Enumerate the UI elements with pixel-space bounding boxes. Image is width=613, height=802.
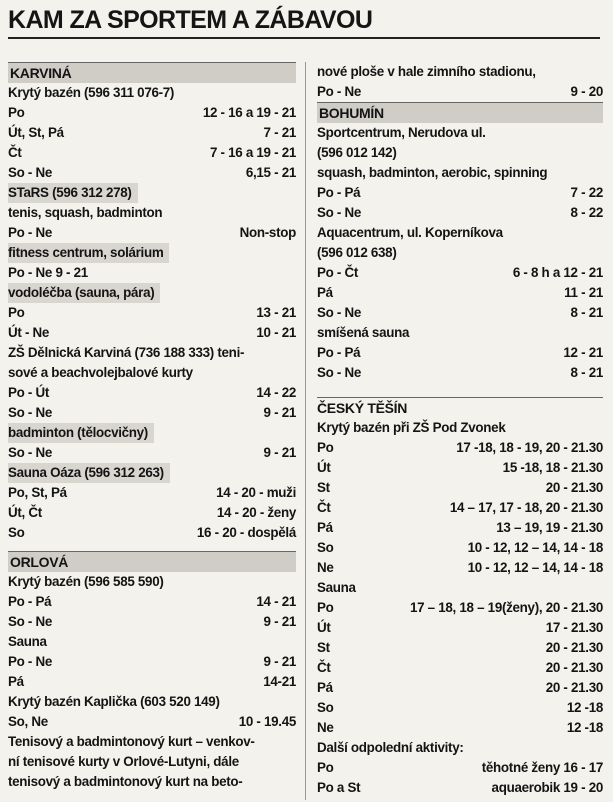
schedule-hours: 20 - 21.30 [545, 640, 603, 655]
schedule-hours: 14 - 20 - muži [216, 485, 296, 500]
schedule-day: So [8, 525, 25, 540]
text-line: Krytý bazén Kaplička (603 520 149) [8, 694, 220, 709]
schedule-hours: 12 - 16 a 19 - 21 [202, 105, 296, 120]
text-line: tenisový a badmintonový kurt na beto- [8, 774, 243, 789]
venue-subheading-label: fitness centrum, solárium [8, 243, 169, 263]
venue-subheading [8, 283, 296, 303]
schedule-row [317, 203, 603, 223]
schedule-day: Po [8, 305, 25, 320]
schedule-row [8, 503, 296, 523]
schedule-hours: 16 - 20 - dospělá [196, 525, 296, 540]
schedule-row [8, 303, 296, 323]
schedule-row [317, 263, 603, 283]
section-heading: ČESKÝ TĚŠÍN [317, 397, 603, 418]
schedule-day: Po - Ne [317, 84, 362, 99]
venue-subheading [8, 423, 296, 443]
schedule-row [8, 143, 296, 163]
schedule-hours: 10 - 21 [256, 325, 296, 340]
schedule-hours: 15 -18, 18 - 21.30 [502, 460, 603, 475]
page-title: KAM ZA SPORTEM A ZÁBAVOU [8, 6, 373, 34]
schedule-day: So [317, 540, 334, 555]
schedule-hours: 8 - 21 [570, 305, 603, 320]
venue-subheading [8, 183, 296, 203]
schedule-hours: 12 - 21 [563, 345, 603, 360]
schedule-row [317, 303, 603, 323]
schedule-row [317, 363, 603, 383]
schedule-hours: aquaerobik 19 - 20 [491, 780, 603, 795]
schedule-hours: 14-21 [263, 674, 296, 689]
schedule-day: Čt [317, 660, 331, 675]
text-line: Sauna [8, 634, 47, 649]
schedule-day: Po - Ne [8, 654, 53, 669]
schedule-hours: 14 – 17, 17 - 18, 20 - 21.30 [449, 500, 603, 515]
schedule-hours: 12 -18 [566, 720, 603, 735]
text-line: squash, badminton, aerobic, spinning [317, 165, 548, 180]
text-line: Tenisový a badmintonový kurt – venkov- [8, 734, 255, 749]
schedule-day: Út [317, 620, 331, 635]
schedule-day: Pá [317, 520, 333, 535]
schedule-row [8, 592, 296, 612]
schedule-row [8, 383, 296, 403]
right-column [317, 62, 603, 798]
column-divider [305, 62, 306, 800]
schedule-row [317, 758, 603, 778]
schedule-hours: 12 -18 [566, 700, 603, 715]
schedule-day: Út, St, Pá [8, 125, 64, 140]
schedule-day: So - Ne [8, 165, 53, 180]
section-heading: BOHUMÍN [317, 102, 603, 123]
schedule-hours: 14 - 20 - ženy [216, 505, 296, 520]
schedule-row [317, 718, 603, 738]
text-line: (596 012 142) [317, 145, 397, 160]
schedule-hours: 14 - 21 [256, 594, 296, 609]
schedule-hours: Non-stop [239, 225, 296, 240]
schedule-row [317, 598, 603, 618]
text-line: smíšená sauna [317, 325, 410, 340]
schedule-hours: 7 - 16 a 19 - 21 [209, 145, 296, 160]
schedule-row [317, 678, 603, 698]
text-line: (596 012 638) [317, 245, 397, 260]
schedule-day: Po [317, 760, 334, 775]
schedule-hours: 14 - 22 [256, 385, 296, 400]
text-line: Sauna [317, 580, 356, 595]
venue-subheading-label: STaRS (596 312 278) [8, 183, 138, 203]
schedule-day: So [317, 700, 334, 715]
schedule-hours: 10 - 12, 12 – 14, 14 - 18 [467, 560, 603, 575]
schedule-day: Ne [317, 560, 334, 575]
schedule-day: Po - Pá [8, 594, 52, 609]
schedule-day: So - Ne [8, 405, 53, 420]
schedule-hours: 8 - 21 [570, 365, 603, 380]
schedule-hours: 17 -18, 18 - 19, 20 - 21.30 [456, 440, 603, 455]
schedule-day: Po [317, 600, 334, 615]
schedule-row [8, 163, 296, 183]
schedule-day: Pá [317, 680, 333, 695]
schedule-row [317, 538, 603, 558]
schedule-row [8, 672, 296, 692]
schedule-row [8, 712, 296, 732]
schedule-row [8, 103, 296, 123]
venue-subheading-label: Sauna Oáza (596 312 263) [8, 463, 170, 483]
schedule-hours: 20 - 21.30 [545, 480, 603, 495]
schedule-row [317, 343, 603, 363]
schedule-hours: 8 - 22 [570, 205, 603, 220]
schedule-day: So - Ne [317, 365, 362, 380]
schedule-hours: 13 - 21 [256, 305, 296, 320]
schedule-row [317, 518, 603, 538]
schedule-hours: 10 - 12, 12 – 14, 14 - 18 [467, 540, 603, 555]
schedule-day: Pá [317, 285, 333, 300]
schedule-row [317, 638, 603, 658]
schedule-hours: 9 - 21 [263, 654, 296, 669]
text-line: Aquacentrum, ul. Koperníkova [317, 225, 503, 240]
schedule-row [317, 82, 603, 102]
schedule-row [317, 438, 603, 458]
schedule-row [8, 223, 296, 243]
venue-subheading-label: badminton (tělocvičny) [8, 423, 154, 443]
schedule-row [8, 523, 296, 543]
schedule-day: So, Ne [8, 714, 48, 729]
title-rule [8, 37, 600, 39]
schedule-hours: 10 - 19.45 [238, 714, 296, 729]
venue-subheading-label: vodoléčba (sauna, pára) [8, 283, 160, 303]
schedule-row [8, 483, 296, 503]
schedule-day: Ne [317, 720, 334, 735]
schedule-day: Út [317, 460, 331, 475]
schedule-row [317, 283, 603, 303]
schedule-day: Po - Ne 9 - 21 [8, 265, 88, 280]
schedule-day: Po - Čt [317, 265, 359, 280]
left-column [8, 62, 296, 792]
schedule-row [8, 612, 296, 632]
schedule-day: Út - Ne [8, 325, 50, 340]
venue-subheading [8, 243, 296, 263]
schedule-hours: 11 - 21 [564, 285, 603, 300]
text-line: Krytý bazén (596 311 076-7) [8, 85, 175, 100]
schedule-row [8, 323, 296, 343]
schedule-row [317, 618, 603, 638]
text-line: Sportcentrum, Nerudova ul. [317, 125, 486, 140]
schedule-day: Po [317, 440, 334, 455]
schedule-hours: 9 - 21 [263, 405, 296, 420]
schedule-hours: 7 - 21 [263, 125, 296, 140]
schedule-day: Po - Út [8, 385, 50, 400]
schedule-hours: 9 - 21 [263, 445, 296, 460]
schedule-row [8, 123, 296, 143]
schedule-hours: 6 - 8 h a 12 - 21 [512, 265, 603, 280]
schedule-hours: 20 - 21.30 [545, 660, 603, 675]
schedule-day: Po, St, Pá [8, 485, 67, 500]
schedule-day: Út, Čt [8, 505, 42, 520]
spacer [8, 543, 296, 551]
schedule-day: St [317, 480, 330, 495]
schedule-day: Po a St [317, 780, 361, 795]
schedule-row [317, 183, 603, 203]
schedule-hours: 9 - 21 [263, 614, 296, 629]
schedule-row [317, 478, 603, 498]
schedule-day: So - Ne [317, 305, 362, 320]
text-line: sové a beachvolejbalové kurty [8, 365, 193, 380]
schedule-day: Čt [317, 500, 331, 515]
schedule-hours: těhotné ženy 16 - 17 [481, 760, 603, 775]
text-line: Krytý bazén (596 585 590) [8, 574, 164, 589]
schedule-row [8, 403, 296, 423]
schedule-row [317, 778, 603, 798]
text-line: Krytý bazén při ZŠ Pod Zvonek [317, 420, 506, 435]
text-line: ZŠ Dělnická Karviná (736 188 333) teni- [8, 345, 245, 360]
schedule-day: Po - Pá [317, 185, 361, 200]
schedule-row [317, 558, 603, 578]
schedule-row [8, 443, 296, 463]
schedule-hours: 13 – 19, 19 - 21.30 [496, 520, 603, 535]
section-heading: ORLOVÁ [8, 551, 296, 572]
schedule-day: St [317, 640, 330, 655]
schedule-day: So - Ne [8, 445, 53, 460]
schedule-hours: 17 – 18, 18 – 19(ženy), 20 - 21.30 [409, 600, 603, 615]
schedule-row [317, 458, 603, 478]
schedule-day: So - Ne [317, 205, 362, 220]
schedule-row [317, 698, 603, 718]
schedule-day: So - Ne [8, 614, 53, 629]
venue-subheading [8, 463, 296, 483]
text-line: nové ploše v hale zimního stadionu, [317, 64, 536, 79]
spacer [317, 383, 603, 397]
schedule-row [317, 658, 603, 678]
schedule-day: Po - Ne [8, 225, 53, 240]
schedule-row [8, 263, 296, 283]
schedule-day: Po [8, 105, 25, 120]
schedule-hours: 7 - 22 [570, 185, 603, 200]
schedule-day: Po - Pá [317, 345, 361, 360]
schedule-row [8, 652, 296, 672]
text-line: Další odpolední aktivity: [317, 740, 464, 755]
text-line: tenis, squash, badminton [8, 205, 163, 220]
section-heading: KARVINÁ [8, 62, 296, 83]
schedule-hours: 20 - 21.30 [545, 680, 603, 695]
schedule-hours: 9 - 20 [570, 84, 603, 99]
text-line: ní tenisové kurty v Orlové-Lutyni, dále [8, 754, 239, 769]
schedule-row [317, 498, 603, 518]
schedule-hours: 6,15 - 21 [245, 165, 296, 180]
schedule-hours: 17 - 21.30 [545, 620, 603, 635]
schedule-day: Čt [8, 145, 22, 160]
schedule-day: Pá [8, 674, 24, 689]
